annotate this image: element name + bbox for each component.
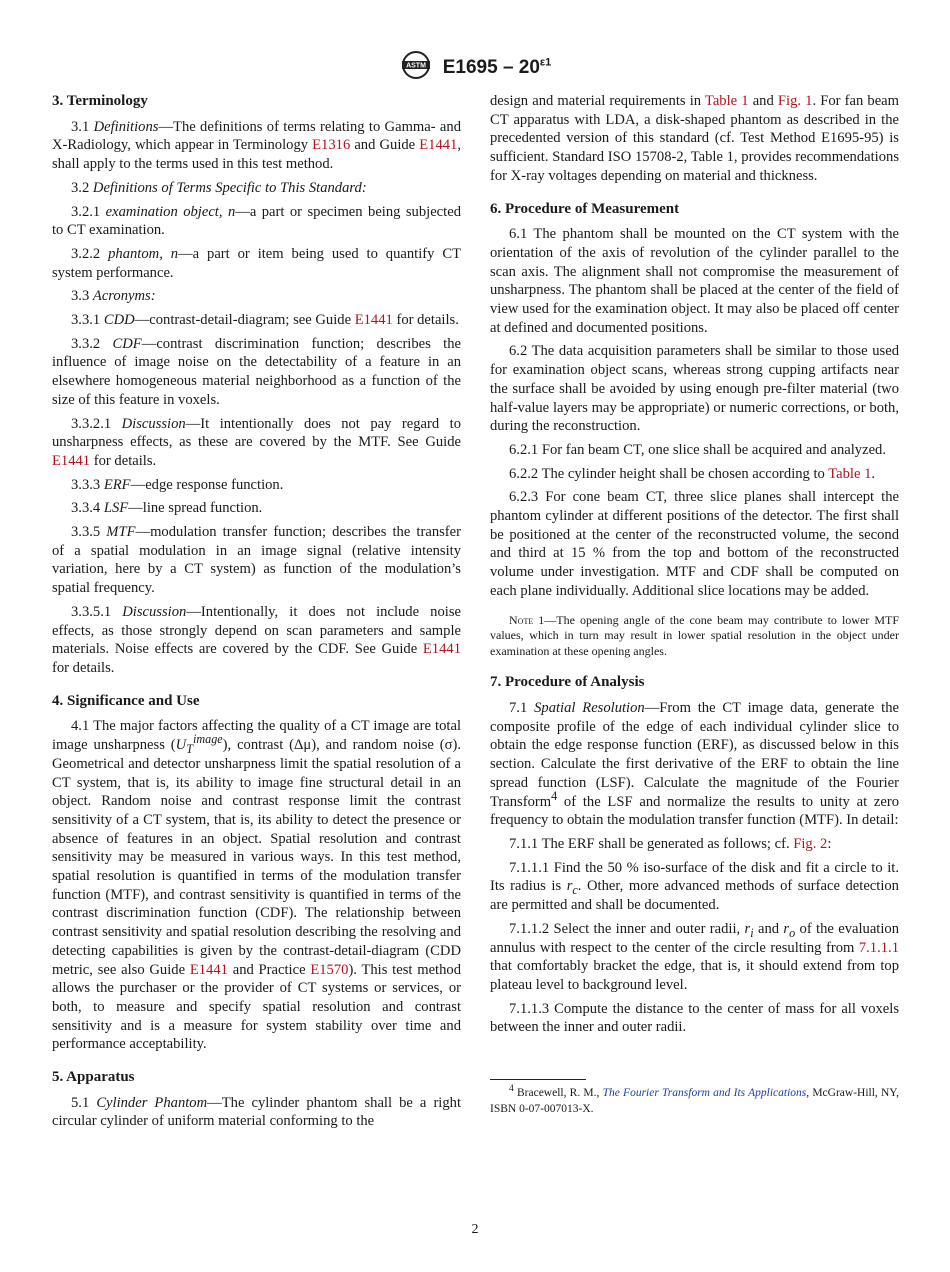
para-6-2: 6.2 The data acquisition parameters shall be similar to those used for examination object scans, whereas strong cupping artifacts near the surface shall be avoided by using enough pre-filter material (two half-value layers may be appropriate) or numeric corrections, or both, during the reconstruction. (490, 343, 899, 435)
para-3-3-4: 3.3.4 LSF—line spread function. (71, 500, 263, 517)
para-3-3-1: 3.3.1 CDD—contrast-detail-diagram; see Guide E1441 for details. (71, 312, 459, 329)
ref-e1570-link[interactable]: E1570 (310, 961, 349, 978)
para-3-2-2: 3.2.2 phantom, n—a part or item being used to quantify CT system performance. (52, 245, 461, 281)
note-1: Note 1—The opening angle of the cone beam may contribute to lower MTF values, which in turn may result in lower spatial resolution in the object under examination at these opening angles. (490, 612, 899, 658)
para-7-1: 7.1 Spatial Resolution—From the CT image data, generate the composite profile of the edge of each individual cylinder slice to obtain the edge response function (ERF), as discussed below in this section. Calculate the first derivative of the ERF to obtain the line spread function (LSF). Calculate the magnitude of the Fourier Transform$^4$ of the LSF and normalize the results to unity at zero frequency to obtain the modulation transfer function (MTF). In detail: (490, 700, 899, 829)
page-header (0, 50, 950, 85)
designation-text: E1695 – 20 (442, 56, 540, 78)
ref-fig-1-link[interactable]: Fig. 1 (777, 93, 813, 109)
ref-e1441-link[interactable]: E1441 (419, 137, 458, 154)
designation (443, 57, 552, 79)
ref-table-1-link[interactable]: Table 1 (704, 93, 749, 109)
page-number: 2 (471, 1222, 479, 1237)
ref-e1316-link[interactable]: E1316 (312, 137, 351, 154)
section-7-title: 7. Procedure of Analysis (490, 674, 645, 691)
footnote-book-link[interactable]: The Fourier Transform and Its Applications (602, 1087, 807, 1100)
para-6-1: 6.1 The phantom shall be mounted on the CT system with the orientation of the axis of revolution of the cylinder parallel to the scan axis. The alignment shall not compromise the measurement of unsharpness. The phantom shall be placed at the center of the field of view used for the examination object. It may also be placed off center at defined and documented positions. (490, 226, 899, 336)
para-6-2-2: 6.2.2 The cylinder height shall be chosen according to Table 1. (509, 465, 876, 482)
ref-e1441-link[interactable]: E1441 (354, 312, 393, 329)
para-6-2-1: 6.2.1 For fan beam CT, one slice shall be acquired and analyzed. (509, 441, 887, 458)
para-3-3: 3.3 Acronyms: (71, 288, 156, 305)
astm-logo-text: ASTM (405, 62, 426, 70)
footnote-4-marker[interactable]: 4 (551, 788, 558, 803)
para-5-1: 5.1 Cylinder Phantom—The cylinder phantom shall be a right circular cylinder of uniform material conforming to the (52, 1094, 462, 1130)
section-4-title: 4. Significance and Use (52, 692, 200, 709)
section-6-title: 6. Procedure of Measurement (490, 200, 680, 217)
para-7-1-1-3: 7.1.1.3 Compute the distance to the center of mass for all voxels between the inner and outer radii. (490, 1000, 899, 1036)
right-column (490, 92, 899, 1117)
footnote-divider (490, 1079, 586, 1080)
para-4-1: 4.1 The major factors affecting the quality of a CT image are total image unsharpness $(U_T^{image})$, contrast (Δμ), and random noise (σ). Geometrical and detector unsharpness limit the spatial resolution of a CT system, that is, its ability to image fine structural detail in an object. Random noise and contrast response limit the contrast sensitivity of a CT system, that is, its ability to detect the presence or absence of features in an object. Spatial resolution and contrast sensitivity may be measured in various ways. In this test method, spatial resolution is quantified in terms of the modulation transfer function (MTF), and contrast sensitivity is quantified in terms of the contrast discrimination function (CDF). The relationship between contrast sensitivity and spatial resolution describing the resolving and detecting capabilities is given by the contrast-detail-diagram (CDD metric, see also Guide E1441 and Practice E1570). This test method allows the purchaser or the provider of CT systems or services, or both, to measure and specify spatial resolution and contrast sensitivity and is a measure for system stability over time and performance acceptability. (52, 718, 461, 1053)
ref-table-1-link[interactable]: Table 1 (828, 465, 872, 482)
ref-fig-2-link[interactable]: Fig. 2 (793, 835, 828, 852)
ref-e1441-link[interactable]: E1441 (422, 641, 461, 658)
para-3-3-5-1: 3.3.5.1 Discussion—Intentionally, it does not include noise effects, as those strongly depend on scan parameters and sample materials. Noise effects are covered by the CDF. See Guide E1441 for details. (52, 603, 461, 676)
para-3-3-5: 3.3.5 MTF—modulation transfer function; describes the transfer of a spatial modulation in an image signal (relative intensity variation, here by a CT system) as function of the modulation’s spatial frequency. (52, 524, 461, 597)
ref-e1441-link[interactable]: E1441 (52, 452, 91, 469)
footnote-4: $^4$ Bracewell, R. M., The Fourier Transform and Its Applications, McGraw-Hill, NY, ISBN 0-07-007013-X. (490, 1083, 899, 1115)
ref-e1441-link[interactable]: E1441 (189, 961, 228, 978)
section-5-title: 5. Apparatus (52, 1069, 135, 1086)
para-6-2-3: 6.2.3 For cone beam CT, three slice planes shall intercept the phantom cylinder at different positions of the detector. The first shall be positioned at the center of the reconstructed volume, the second and third at 15 % from the top and bottom of the reconstructed volume under investigation. MTF and CDF shall be computed on each plane individually. Additional slice locations may be added. (490, 489, 899, 599)
para-3-2-1: 3.2.1 examination object, n—a part or specimen being subjected to CT examination. (52, 203, 461, 239)
left-column (52, 92, 461, 1136)
designation-sup: ε1 (539, 56, 552, 69)
para-7-1-1-2: 7.1.1.2 Select the inner and outer radii, $r_i$ and $r_o$ of the evaluation annulus with respect to the center of the circle resulting from 7.1.1.1 that comfortably bracket the edge, that is, it should extend from top plateau level to background level. (490, 920, 900, 993)
para-7-1-1-1: 7.1.1.1 Find the 50 % iso-surface of the disk and fit a circle to it. Its radius is $r_c$. Other, more advanced methods of surface detection are permitted and shall be documented. (490, 859, 899, 914)
para-5-1-cont: design and material requirements in Table 1 and Fig. 1. For fan beam CT apparatus with LDA, a disk-shaped phantom as described in the precedented version of this standard (cf. Test Method E1695-95) is sufficient. Standard ISO 15708-2, Table 1, provides recommendations for X-ray voltages depending on material and thickness. (490, 93, 900, 184)
para-3-3-2: 3.3.2 CDF—contrast discrimination function; describes the influence of image noise on the detectability of a feature in an elsewhere homogeneous material neighborhood as a function of the size of this feature in voxels. (52, 335, 461, 408)
para-3-2: 3.2 Definitions of Terms Specific to This Standard: (71, 179, 367, 196)
para-3-3-3: 3.3.3 ERF—edge response function. (71, 476, 284, 493)
ref-7-1-1-1-link[interactable]: 7.1.1.1 (858, 939, 899, 956)
para-3-1: 3.1 Definitions—The definitions of terms relating to Gamma- and X-Radiology, which appear in Terminology E1316 and Guide E1441, shall apply to the terms used in this test method. (52, 118, 462, 173)
astm-logo-icon (399, 50, 433, 85)
section-3-title: 3. Terminology (52, 93, 148, 109)
para-3-3-2-1: 3.3.2.1 Discussion—It intentionally does not pay regard to unsharpness effects, as these are covered by the MTF. See Guide E1441 for details. (52, 415, 461, 469)
para-7-1-1: 7.1.1 The ERF shall be generated as follows; cf. Fig. 2: (509, 835, 832, 852)
